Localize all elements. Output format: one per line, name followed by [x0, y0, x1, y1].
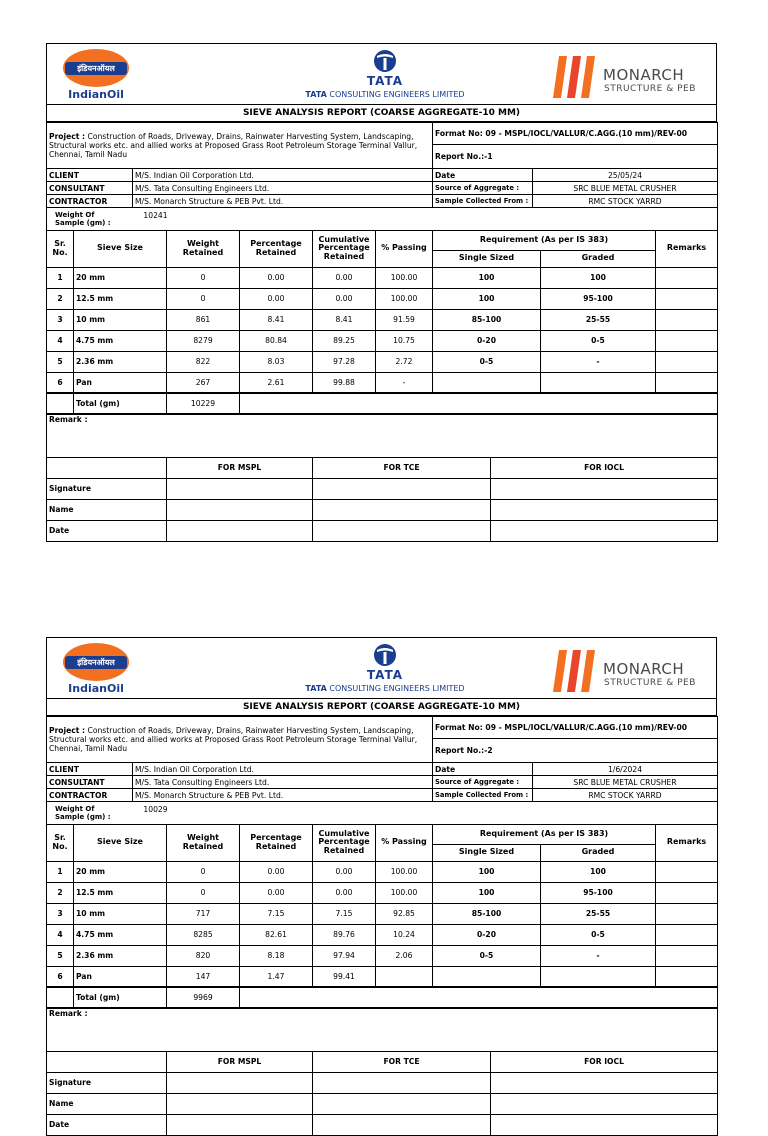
- graded-header: Graded: [541, 844, 656, 861]
- weight-retained-header: Weight Retained: [167, 824, 240, 861]
- source-value: SRC BLUE METAL CRUSHER: [533, 182, 718, 195]
- monarch-name: MONARCH: [603, 66, 685, 84]
- client-label: CLIENT: [47, 763, 133, 776]
- cum-cell: 0.00: [313, 861, 376, 882]
- graded-cell: 0-5: [541, 924, 656, 945]
- pct-retained-header: Percentage Retained: [240, 230, 313, 267]
- name-field-iocl[interactable]: [491, 499, 718, 520]
- pct-cell: 0.00: [240, 861, 313, 882]
- report-1: [46, 43, 717, 542]
- pct-cell: 8.18: [240, 945, 313, 966]
- table-row: [47, 966, 718, 987]
- monarch-subtitle: STRUCTURE & PEB: [604, 84, 696, 94]
- single-cell: 0-5: [433, 351, 541, 372]
- table-row: [47, 309, 718, 330]
- sr-cell: 3: [47, 309, 74, 330]
- signature-field-mspl[interactable]: [167, 1072, 313, 1093]
- report-header: [46, 637, 717, 698]
- remarks-cell: [656, 882, 718, 903]
- single-sized-header: Single Sized: [433, 844, 541, 861]
- pct-passing-header: % Passing: [376, 824, 433, 861]
- remarks-cell: [656, 330, 718, 351]
- sieve-rows: [47, 267, 718, 393]
- sr-cell: 2: [47, 882, 74, 903]
- sr-no-header: Sr. No.: [47, 824, 74, 861]
- table-row: [47, 267, 718, 288]
- name-label: Name: [47, 499, 167, 520]
- for-iocl-header: FOR IOCL: [491, 457, 718, 478]
- weight-cell: 0: [167, 882, 240, 903]
- monarch-logo: [551, 646, 716, 692]
- cum-cell: 97.94: [313, 945, 376, 966]
- weight-cell: 717: [167, 903, 240, 924]
- sieve-cell: 20 mm: [74, 267, 167, 288]
- tata-logo: [285, 47, 485, 103]
- cum-cell: 99.88: [313, 372, 376, 393]
- sr-no-header: Sr. No.: [47, 230, 74, 267]
- consultant-label: CONSULTANT: [47, 776, 133, 789]
- graded-cell: [541, 966, 656, 987]
- contractor-value: M/S. Monarch Structure & PEB Pvt. Ltd.: [133, 195, 433, 208]
- sieve-cell: Pan: [74, 966, 167, 987]
- client-label: CLIENT: [47, 169, 133, 182]
- sieve-size-header: Sieve Size: [74, 230, 167, 267]
- pct-cell: 0.00: [240, 288, 313, 309]
- info-table: [46, 716, 718, 824]
- graded-cell: 25-55: [541, 903, 656, 924]
- graded-header: Graded: [541, 250, 656, 267]
- sieve-cell: Pan: [74, 372, 167, 393]
- date-field-iocl[interactable]: [491, 520, 718, 541]
- weight-cell: 8279: [167, 330, 240, 351]
- tata-logo: [285, 641, 485, 697]
- source-label: Source of Aggregate :: [433, 182, 533, 195]
- monarch-subtitle: STRUCTURE & PEB: [604, 678, 696, 688]
- name-label: Name: [47, 1093, 167, 1114]
- info-table: [46, 122, 718, 230]
- name-field-mspl[interactable]: [167, 499, 313, 520]
- table-row: [47, 351, 718, 372]
- date-sig-label: Date: [47, 1114, 167, 1135]
- graded-cell: -: [541, 945, 656, 966]
- cum-cell: 0.00: [313, 288, 376, 309]
- sr-cell: 1: [47, 267, 74, 288]
- indianoil-hindi-text: इंडियनऑयल: [65, 62, 127, 75]
- remarks-cell: [656, 861, 718, 882]
- remarks-cell: [656, 924, 718, 945]
- single-cell: 100: [433, 861, 541, 882]
- pct-cell: 7.15: [240, 903, 313, 924]
- client-value: M/S. Indian Oil Corporation Ltd.: [133, 169, 433, 182]
- sieve-cell: 12.5 mm: [74, 288, 167, 309]
- date-value: 25/05/24: [533, 169, 718, 182]
- pct-cell: 0.00: [240, 267, 313, 288]
- tata-emblem-icon: [373, 49, 397, 73]
- format-number: Format No: 09 - MSPL/IOCL/VALLUR/C.AGG.(10 mm)/REV-00: [433, 717, 718, 739]
- passing-cell: 92.85: [376, 903, 433, 924]
- passing-cell: 100.00: [376, 861, 433, 882]
- sieve-table: [46, 230, 718, 414]
- signature-label: Signature: [47, 1072, 167, 1093]
- consultant-label: CONSULTANT: [47, 182, 133, 195]
- single-cell: 85-100: [433, 309, 541, 330]
- remarks-cell: [656, 372, 718, 393]
- remark-label: Remark :: [47, 1008, 718, 1051]
- for-mspl-header: FOR MSPL: [167, 1051, 313, 1072]
- remarks-cell: [656, 945, 718, 966]
- sr-cell: 6: [47, 966, 74, 987]
- sieve-cell: 20 mm: [74, 861, 167, 882]
- cum-pct-header: Cumulative Percentage Retained: [313, 824, 376, 861]
- sieve-cell: 10 mm: [74, 309, 167, 330]
- name-field-tce[interactable]: [313, 1093, 491, 1114]
- table-row: [47, 924, 718, 945]
- report-title: SIEVE ANALYSIS REPORT (COARSE AGGREGATE-10 MM): [46, 104, 717, 122]
- graded-cell: 95-100: [541, 882, 656, 903]
- pct-retained-header: Percentage Retained: [240, 824, 313, 861]
- passing-cell: 100.00: [376, 882, 433, 903]
- report-2: [46, 637, 717, 1136]
- sample-value: RMC STOCK YARRD: [533, 195, 718, 208]
- report-title: SIEVE ANALYSIS REPORT (COARSE AGGREGATE-10 MM): [46, 698, 717, 716]
- sr-cell: 4: [47, 330, 74, 351]
- weight-retained-header: Weight Retained: [167, 230, 240, 267]
- sieve-cell: 4.75 mm: [74, 924, 167, 945]
- weight-of-sample-value: 10241: [143, 210, 168, 220]
- passing-cell: [376, 966, 433, 987]
- pct-cell: 8.41: [240, 309, 313, 330]
- indianoil-name: IndianOil: [68, 88, 124, 101]
- table-row: [47, 945, 718, 966]
- sieve-table: [46, 824, 718, 1008]
- cum-pct-header: Cumulative Percentage Retained: [313, 230, 376, 267]
- total-label: Total (gm): [74, 987, 167, 1007]
- signature-field-tce[interactable]: [313, 478, 491, 499]
- signature-table: [46, 414, 718, 542]
- indianoil-logo: [61, 643, 131, 695]
- monarch-name: MONARCH: [603, 660, 685, 678]
- weight-cell: 861: [167, 309, 240, 330]
- remarks-header: Remarks: [656, 230, 718, 267]
- sample-value: RMC STOCK YARRD: [533, 789, 718, 802]
- remarks-header: Remarks: [656, 824, 718, 861]
- signature-field-iocl[interactable]: [491, 478, 718, 499]
- for-iocl-header: FOR IOCL: [491, 1051, 718, 1072]
- client-value: M/S. Indian Oil Corporation Ltd.: [133, 763, 433, 776]
- weight-of-sample-row: Weight Of Sample (gm) : 10241: [47, 208, 718, 230]
- tata-name: TATA: [366, 74, 404, 88]
- consultant-value: M/S. Tata Consulting Engineers Ltd.: [133, 776, 433, 789]
- single-cell: 0-20: [433, 924, 541, 945]
- cum-cell: 7.15: [313, 903, 376, 924]
- date-field-mspl[interactable]: [167, 1114, 313, 1135]
- source-value: SRC BLUE METAL CRUSHER: [533, 776, 718, 789]
- total-label: Total (gm): [74, 393, 167, 413]
- sr-cell: 3: [47, 903, 74, 924]
- cum-cell: 97.28: [313, 351, 376, 372]
- single-cell: [433, 966, 541, 987]
- pct-cell: 1.47: [240, 966, 313, 987]
- name-field-iocl[interactable]: [491, 1093, 718, 1114]
- sieve-cell: 2.36 mm: [74, 945, 167, 966]
- format-number: Format No: 09 - MSPL/IOCL/VALLUR/C.AGG.(10 mm)/REV-00: [433, 123, 718, 145]
- passing-cell: 2.72: [376, 351, 433, 372]
- remarks-cell: [656, 351, 718, 372]
- for-mspl-header: FOR MSPL: [167, 457, 313, 478]
- cum-cell: 0.00: [313, 267, 376, 288]
- graded-cell: 100: [541, 861, 656, 882]
- graded-cell: [541, 372, 656, 393]
- weight-of-sample-row: Weight Of Sample (gm) : 10029: [47, 802, 718, 824]
- single-cell: 100: [433, 267, 541, 288]
- tata-name: TATA: [366, 668, 404, 682]
- signature-field-iocl[interactable]: [491, 1072, 718, 1093]
- table-row: [47, 903, 718, 924]
- sample-label: Sample Collected From :: [433, 789, 533, 802]
- project-cell: Project : Construction of Roads, Driveway, Drains, Rainwater Harvesting System, Landscaping, Structural works etc. and allied works at Proposed Grass Root Petroleum Storage Terminal Vallur, Chennai, Tamil Nadu: [47, 717, 433, 763]
- requirement-header: Requirement (As per IS 383): [433, 230, 656, 250]
- passing-cell: 91.59: [376, 309, 433, 330]
- tata-emblem-icon: [373, 643, 397, 667]
- passing-cell: 10.24: [376, 924, 433, 945]
- pct-cell: 0.00: [240, 882, 313, 903]
- single-cell: 100: [433, 288, 541, 309]
- sr-cell: 5: [47, 351, 74, 372]
- passing-cell: 100.00: [376, 267, 433, 288]
- graded-cell: 95-100: [541, 288, 656, 309]
- single-sized-header: Single Sized: [433, 250, 541, 267]
- sieve-cell: 12.5 mm: [74, 882, 167, 903]
- total-value: 9969: [167, 987, 240, 1007]
- sr-cell: 6: [47, 372, 74, 393]
- cum-cell: 89.76: [313, 924, 376, 945]
- report-number: Report No.:-2: [433, 739, 718, 763]
- report-number: Report No.:-1: [433, 145, 718, 169]
- contractor-label: CONTRACTOR: [47, 789, 133, 802]
- single-cell: 100: [433, 882, 541, 903]
- graded-cell: -: [541, 351, 656, 372]
- pct-cell: 2.61: [240, 372, 313, 393]
- weight-cell: 0: [167, 861, 240, 882]
- date-field-mspl[interactable]: [167, 520, 313, 541]
- pct-passing-header: % Passing: [376, 230, 433, 267]
- weight-cell: 147: [167, 966, 240, 987]
- sample-label: Sample Collected From :: [433, 195, 533, 208]
- date-value: 1/6/2024: [533, 763, 718, 776]
- name-field-mspl[interactable]: [167, 1093, 313, 1114]
- sr-cell: 2: [47, 288, 74, 309]
- cum-cell: 99.41: [313, 966, 376, 987]
- signature-field-mspl[interactable]: [167, 478, 313, 499]
- single-cell: 0-5: [433, 945, 541, 966]
- date-field-tce[interactable]: [313, 1114, 491, 1135]
- cum-cell: 0.00: [313, 882, 376, 903]
- graded-cell: 0-5: [541, 330, 656, 351]
- total-row: [47, 987, 718, 1007]
- total-value: 10229: [167, 393, 240, 413]
- passing-cell: 10.75: [376, 330, 433, 351]
- sieve-cell: 10 mm: [74, 903, 167, 924]
- cum-cell: 8.41: [313, 309, 376, 330]
- graded-cell: 100: [541, 267, 656, 288]
- cum-cell: 89.25: [313, 330, 376, 351]
- table-row: [47, 882, 718, 903]
- for-tce-header: FOR TCE: [313, 1051, 491, 1072]
- weight-cell: 0: [167, 267, 240, 288]
- remarks-cell: [656, 267, 718, 288]
- single-cell: 85-100: [433, 903, 541, 924]
- report-header: [46, 43, 717, 104]
- remark-label: Remark :: [47, 414, 718, 457]
- table-row: [47, 372, 718, 393]
- monarch-stripes-icon: [551, 646, 601, 692]
- weight-of-sample-value: 10029: [143, 804, 168, 814]
- passing-cell: -: [376, 372, 433, 393]
- weight-cell: 0: [167, 288, 240, 309]
- indianoil-name: IndianOil: [68, 682, 124, 695]
- date-field-tce[interactable]: [313, 520, 491, 541]
- sieve-cell: 4.75 mm: [74, 330, 167, 351]
- sr-cell: 1: [47, 861, 74, 882]
- date-sig-label: Date: [47, 520, 167, 541]
- single-cell: [433, 372, 541, 393]
- passing-cell: 2.06: [376, 945, 433, 966]
- tata-subtitle: TATA CONSULTING ENGINEERS LIMITED: [305, 684, 465, 693]
- contractor-label: CONTRACTOR: [47, 195, 133, 208]
- contractor-value: M/S. Monarch Structure & PEB Pvt. Ltd.: [133, 789, 433, 802]
- single-cell: 0-20: [433, 330, 541, 351]
- remarks-cell: [656, 309, 718, 330]
- table-row: [47, 861, 718, 882]
- for-tce-header: FOR TCE: [313, 457, 491, 478]
- table-row: [47, 330, 718, 351]
- remarks-cell: [656, 903, 718, 924]
- table-row: [47, 288, 718, 309]
- signature-field-tce[interactable]: [313, 1072, 491, 1093]
- indianoil-logo: [61, 49, 131, 101]
- remarks-cell: [656, 288, 718, 309]
- name-field-tce[interactable]: [313, 499, 491, 520]
- graded-cell: 25-55: [541, 309, 656, 330]
- sr-cell: 4: [47, 924, 74, 945]
- weight-cell: 820: [167, 945, 240, 966]
- pct-cell: 80.84: [240, 330, 313, 351]
- indianoil-hindi-text: इंडियनऑयल: [65, 656, 127, 669]
- signature-label: Signature: [47, 478, 167, 499]
- pct-cell: 8.03: [240, 351, 313, 372]
- pct-cell: 82.61: [240, 924, 313, 945]
- total-row: [47, 393, 718, 413]
- source-label: Source of Aggregate :: [433, 776, 533, 789]
- date-label: Date: [433, 763, 533, 776]
- weight-cell: 822: [167, 351, 240, 372]
- tata-subtitle: TATA CONSULTING ENGINEERS LIMITED: [305, 90, 465, 99]
- project-cell: Project : Construction of Roads, Driveway, Drains, Rainwater Harvesting System, Landscaping, Structural works etc. and allied works at Proposed Grass Root Petroleum Storage Terminal Vallur, Chennai, Tamil Nadu: [47, 123, 433, 169]
- weight-cell: 8285: [167, 924, 240, 945]
- requirement-header: Requirement (As per IS 383): [433, 824, 656, 844]
- date-field-iocl[interactable]: [491, 1114, 718, 1135]
- signature-table: [46, 1008, 718, 1136]
- monarch-logo: [551, 52, 716, 98]
- weight-cell: 267: [167, 372, 240, 393]
- remarks-cell: [656, 966, 718, 987]
- consultant-value: M/S. Tata Consulting Engineers Ltd.: [133, 182, 433, 195]
- sieve-size-header: Sieve Size: [74, 824, 167, 861]
- monarch-stripes-icon: [551, 52, 601, 98]
- sieve-cell: 2.36 mm: [74, 351, 167, 372]
- date-label: Date: [433, 169, 533, 182]
- sieve-rows: [47, 861, 718, 987]
- passing-cell: 100.00: [376, 288, 433, 309]
- sr-cell: 5: [47, 945, 74, 966]
